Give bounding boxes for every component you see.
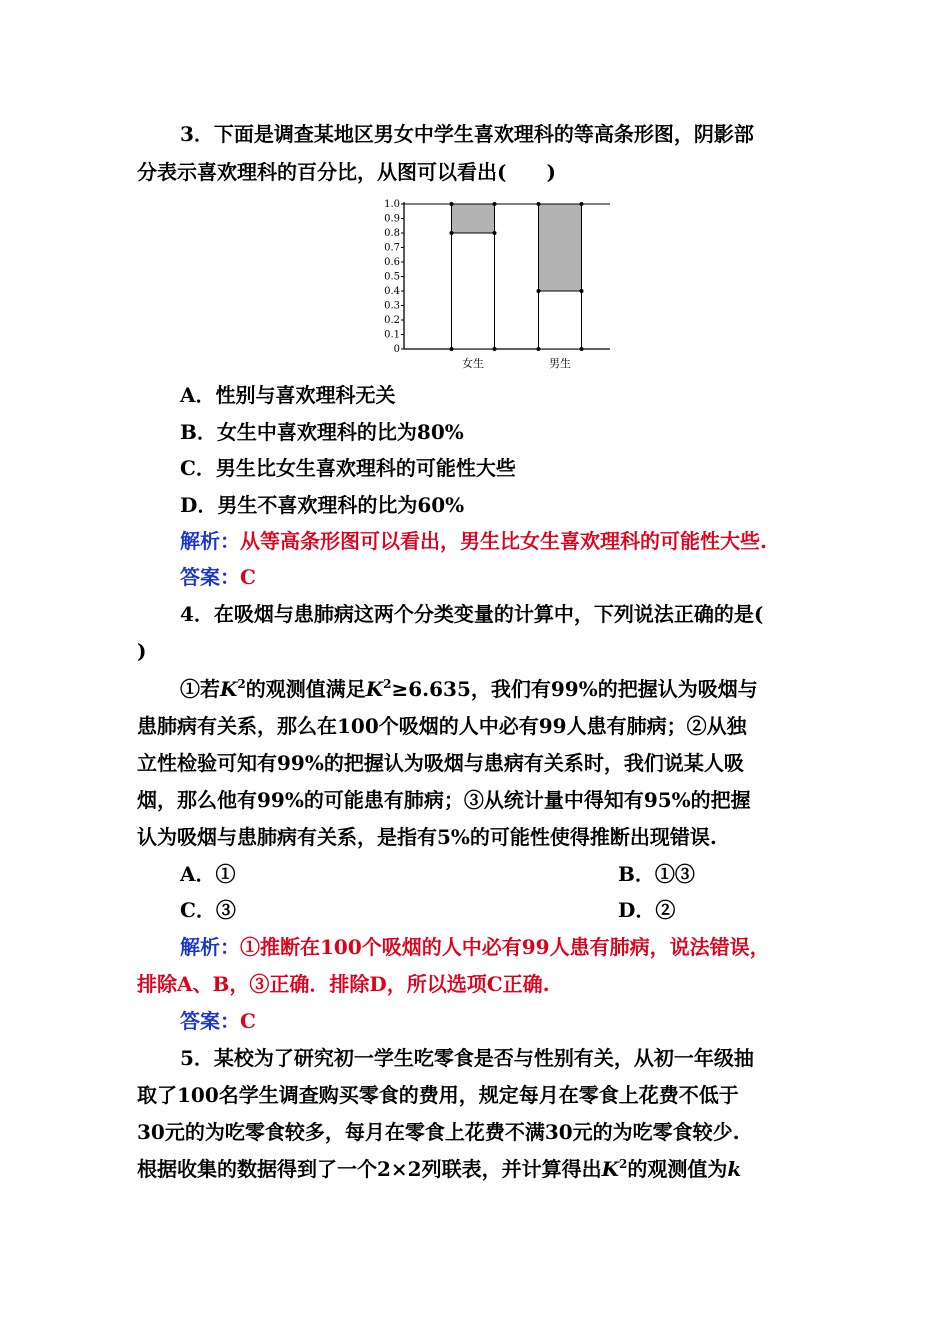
q4-stem-line2: ) (137, 639, 147, 663)
y-tick-label: 0.3 (384, 300, 400, 312)
y-tick-label: 0 (393, 344, 400, 355)
q3-analysis-text: 从等高条形图可以看出，男生比女生喜欢理科的可能性大些. (240, 529, 767, 553)
x-category-label: 男生 (549, 357, 571, 370)
x-category-label: 女生 (462, 357, 484, 370)
corner-point (537, 202, 541, 206)
q3-stem-line2: 分表示喜欢理科的百分比，从图可以看出( ) (137, 160, 556, 184)
q3-stem-line1: 3．下面是调查某地区男女中学生喜欢理科的等高条形图，阴影部 (180, 122, 754, 146)
corner-point (493, 231, 497, 235)
corner-point (450, 231, 454, 235)
q4-stem-line1: 4．在吸烟与患肺病这两个分类变量的计算中，下列说法正确的是( (180, 602, 764, 626)
q4-option-b: B．①③ (618, 862, 695, 886)
q4-answer (180, 1003, 860, 1039)
corner-point (580, 289, 584, 293)
bar-not-like-1 (539, 291, 582, 349)
q3-option-c: C．男生比女生喜欢理科的可能性大些 (180, 456, 516, 480)
corner-point (450, 202, 454, 206)
q4-body-line1 (180, 671, 860, 707)
q4-body-line2: 患肺病有关系，那么在100个吸烟的人中必有99人患有肺病；②从独 (137, 714, 747, 738)
q3-stacked-bar-chart (378, 196, 614, 376)
q5-line2: 取了100名学生调查购买零食的费用，规定每月在零食上花费不低于 (137, 1083, 739, 1107)
k-variable: K (220, 677, 238, 701)
q4-body-line4: 烟，那么他有99%的可能患有肺病；③从统计量中得知有95%的把握 (137, 788, 751, 812)
q4-analysis-line1 (180, 929, 860, 965)
q5-l4-b: 的观测值为 (627, 1157, 728, 1181)
superscript-2: 2 (237, 677, 246, 691)
superscript-2: 2 (383, 677, 392, 691)
corner-point (580, 347, 584, 351)
k-variable: K (601, 1157, 619, 1181)
y-tick-label: 0.2 (384, 315, 400, 326)
q3-analysis (180, 523, 860, 559)
y-tick-label: 0.4 (384, 286, 400, 297)
q3-answer-label: 答案： (180, 565, 240, 589)
k-variable: K (365, 677, 384, 701)
q4-option-c: C．③ (180, 898, 236, 922)
corner-point (493, 202, 497, 206)
corner-point (537, 347, 541, 351)
y-tick-label: 0.5 (384, 271, 400, 283)
corner-point (493, 347, 497, 351)
q3-answer-value: C (240, 565, 256, 589)
q4-body-line3: 立性检验可知有99%的把握认为吸烟与患病有关系时，我们说某人吸 (137, 751, 744, 775)
q4-analysis-label: 解析： (180, 935, 240, 959)
q3-option-d: D．男生不喜欢理科的比为60% (180, 493, 465, 517)
q4-option-d: D．② (618, 898, 676, 922)
q4-l1-a: ①若 (180, 677, 220, 701)
q4-analysis-line2: 排除A、B，③正确．排除D，所以选项C正确. (137, 972, 550, 996)
y-tick-label: 1.0 (384, 199, 400, 210)
q4-l1-c: ≥6.635，我们有99%的把握认为吸烟与 (391, 677, 758, 701)
q4-body-line5: 认为吸烟与患肺病有关系，是指有5%的可能性使得推断出现错误. (137, 825, 717, 849)
k-lowercase-variable: k (727, 1157, 742, 1181)
bar-not-like-0 (452, 233, 495, 349)
q5-l4-a: 根据收集的数据得到了一个2×2列联表，并计算得出 (137, 1157, 602, 1181)
q4-option-a: A．① (180, 862, 236, 886)
q3-option-a: A．性别与喜欢理科无关 (180, 383, 396, 407)
corner-point (580, 202, 584, 206)
y-tick-label: 0.6 (384, 257, 400, 268)
q4-answer-label: 答案： (180, 1009, 240, 1033)
y-tick-label: 0.9 (384, 213, 400, 225)
superscript-2: 2 (618, 1157, 628, 1171)
corner-point (537, 289, 541, 293)
q4-answer-value: C (240, 1009, 256, 1033)
q4-analysis-text1: ①推断在100个吸烟的人中必有99人患有肺病，说法错误， (240, 935, 770, 959)
y-tick-label: 0.8 (384, 228, 400, 239)
y-tick-label: 0.7 (384, 242, 400, 254)
q3-option-b: B．女生中喜欢理科的比为80% (180, 420, 464, 444)
q4-options-row1 (180, 856, 860, 892)
q5-line3: 30元的为吃零食较多，每月在零食上花费不满30元的为吃零食较少. (137, 1120, 740, 1144)
bar-like-1 (539, 204, 582, 291)
bar-like-0 (452, 204, 495, 233)
q3-analysis-label: 解析： (180, 529, 240, 553)
q5-line1: 5．某校为了研究初一学生吃零食是否与性别有关，从初一年级抽 (180, 1046, 754, 1070)
corner-point (450, 347, 454, 351)
q4-l1-b: 的观测值满足 (245, 677, 366, 701)
q5-line4 (137, 1151, 817, 1187)
y-tick-label: 0.1 (384, 329, 400, 341)
q4-options-row2 (180, 892, 860, 928)
q3-answer (180, 559, 860, 595)
